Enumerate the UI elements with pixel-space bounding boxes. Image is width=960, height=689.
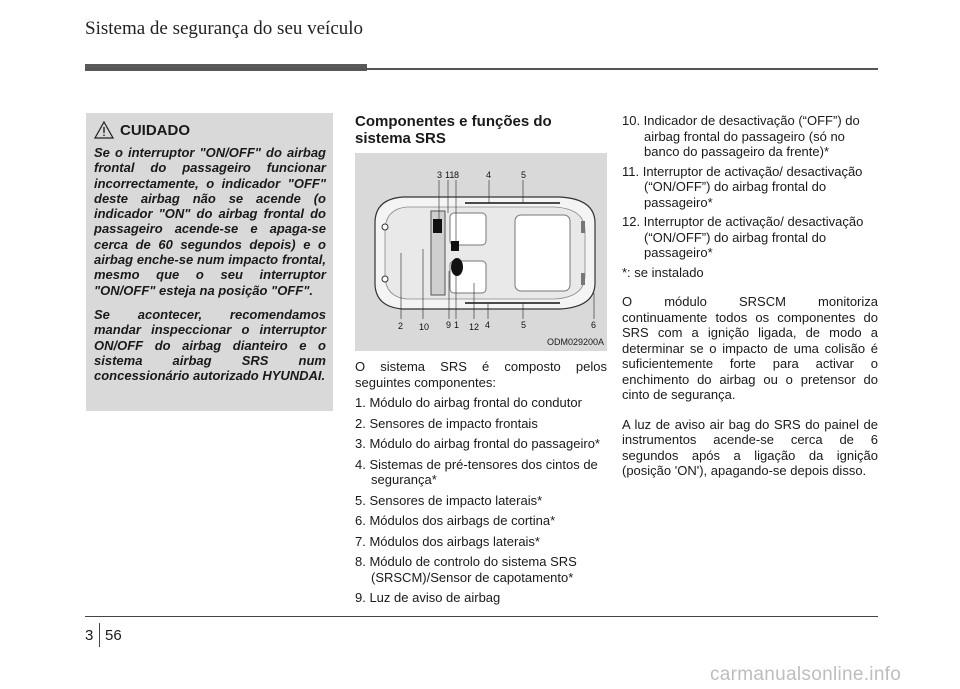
diagram-label-9: 9 xyxy=(446,320,452,330)
list-item: 12. Interruptor de activação/ desactivação (“ON/OFF”) do airbag frontal do passageiro* xyxy=(622,214,864,260)
footnote: *: se instalado xyxy=(622,264,704,280)
components-list-continued xyxy=(622,113,878,261)
diagram-label-1: 1 xyxy=(454,320,460,330)
components-list xyxy=(355,395,607,606)
footer-separator xyxy=(99,623,100,647)
caution-header xyxy=(94,121,190,139)
diagram-label-3: 3 xyxy=(437,170,443,180)
diagram-label-12: 12 xyxy=(469,322,480,332)
srscm-paragraph: O módulo SRSCM monitoriza continuamente todos os componentes do SRS com a ignição ligada, de modo a determinar se o impacto de uma colisão é suficientemente forte para activar o enchimento do airbag ou o pretensor do cinto de segurança. xyxy=(622,294,878,402)
car-topview-illustration xyxy=(355,153,607,351)
diagram-label-4-top: 4 xyxy=(486,170,492,180)
list-item: 1. Módulo do airbag frontal do condutor xyxy=(355,395,582,410)
caution-box xyxy=(86,113,333,411)
list-item: 6. Módulos dos airbags de cortina* xyxy=(355,513,556,528)
caution-body xyxy=(94,145,326,392)
diagram-label-10: 10 xyxy=(419,322,430,332)
diagram-label-6: 6 xyxy=(591,320,597,330)
column-3 xyxy=(622,113,878,479)
list-item: 9. Luz de aviso de airbag xyxy=(355,590,501,605)
list-item: 5. Sensores de impacto laterais* xyxy=(355,492,543,508)
diagram-label-2: 2 xyxy=(398,321,404,331)
list-item: 10. Indicador de desactivação (“OFF”) do airbag frontal do passageiro (só no banco do passageiro da frente)* xyxy=(622,113,860,159)
srs-diagram xyxy=(355,153,607,351)
watermark: carmanualsonline.info xyxy=(710,664,902,685)
diagram-label-4-bottom: 4 xyxy=(485,320,491,330)
list-item: 7. Módulos dos airbags laterais* xyxy=(355,533,540,549)
diagram-label-5-top: 5 xyxy=(521,170,527,180)
header-rule xyxy=(85,68,878,70)
warning-light-paragraph: A luz de aviso air bag do SRS do painel de instrumentos acende-se cerca de 6 segundos após a ligação da ignição (posição 'ON'), apagando-se depois disso. xyxy=(622,416,878,478)
diagram-label-8: 8 xyxy=(454,170,460,180)
section-title: Componentes e funções do sistema SRS xyxy=(355,113,552,147)
page-number: 56 xyxy=(105,627,122,644)
list-item: 3. Módulo do airbag frontal do passageiro* xyxy=(355,436,600,451)
caution-title: CUIDADO xyxy=(120,121,190,139)
diagram-code: ODM029200A xyxy=(546,337,604,347)
warning-triangle-icon xyxy=(94,121,114,139)
diagram-label-11: 11 xyxy=(445,170,455,180)
list-item: 8. Módulo de controlo do sistema SRS (SRSCM)/Sensor de capotamento* xyxy=(355,554,577,585)
page-header-title: Sistema de segurança do seu veículo xyxy=(85,18,364,39)
list-item: 11. Interruptor de activação/ desactivação (“ON/OFF”) do airbag frontal do passageiro* xyxy=(622,163,863,210)
diagram-label-5-bottom: 5 xyxy=(521,320,527,330)
components-intro-block xyxy=(355,359,607,611)
list-item: 2. Sensores de impacto frontais xyxy=(355,415,538,431)
footer-rule xyxy=(85,616,878,617)
section-heading xyxy=(355,113,607,147)
caution-paragraph-1: Se o interruptor "ON/OFF" do airbag frontal do passageiro funcionar incorrectamente, o indicador "OFF" deste airbag não se acende (o indicador "ON" do airbag frontal do passageiro acende-se e apaga-se cerca de 60 segundos depois) e o airbag enche-se num impacto frontal, mesmo que o seu interruptor "ON/OFF" esteja na posição "OFF". xyxy=(94,145,326,298)
list-item: 4. Sistemas de pré-tensores dos cintos de segurança* xyxy=(355,456,598,487)
components-intro: O sistema SRS é composto pelos seguintes componentes: xyxy=(355,359,607,390)
caution-paragraph-2: Se acontecer, recomendamos mandar inspeccionar o interruptor ON/OFF do airbag dianteiro e o sistema airbag SRS num concessionário autorizado HYUNDAI. xyxy=(94,306,326,384)
chapter-number: 3 xyxy=(85,627,94,644)
